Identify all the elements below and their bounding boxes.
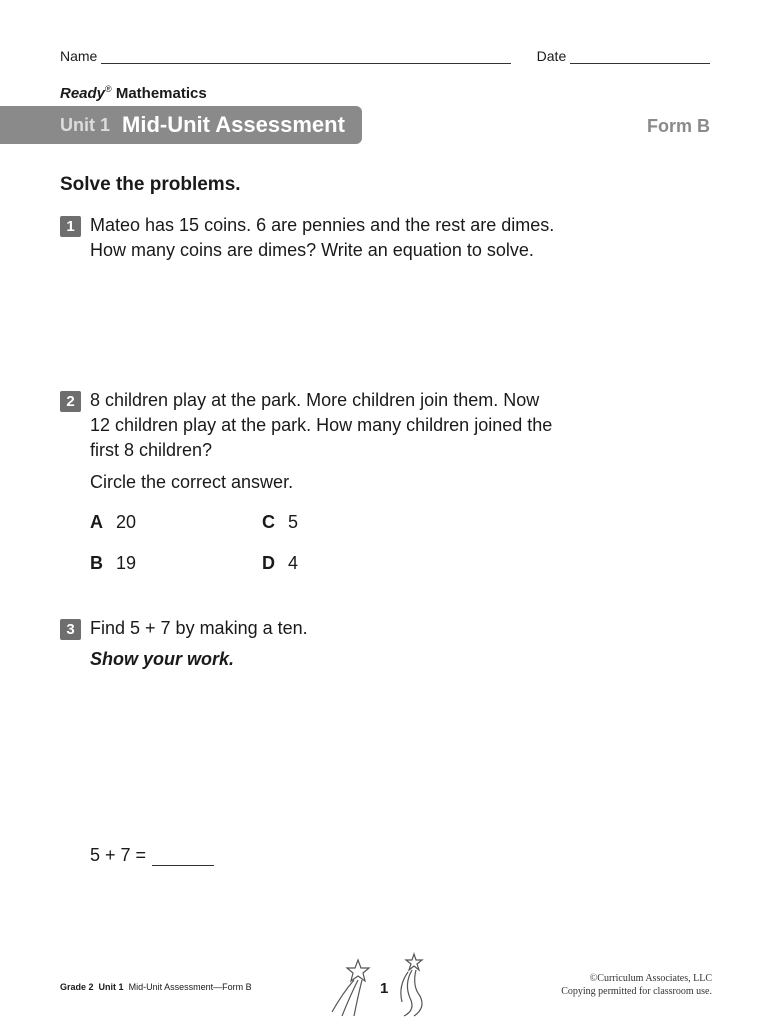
- copyright-text: ©Curriculum Associates, LLC: [589, 973, 712, 984]
- unit-label: Unit 1: [60, 114, 111, 135]
- page-number: 1: [380, 980, 389, 997]
- question-2: [60, 388, 620, 463]
- choice-value: 20: [116, 512, 137, 532]
- show-work-prompt: Show your work.: [90, 649, 235, 669]
- form-label: Form B: [647, 116, 710, 136]
- copyright-notice: [561, 972, 712, 998]
- name-field[interactable]: [101, 49, 510, 64]
- question-number-badge: 2: [60, 391, 81, 412]
- choice-value: 5: [288, 512, 299, 532]
- brand-subject: Mathematics: [115, 85, 207, 102]
- choice-letter: C: [262, 512, 275, 532]
- answer-blank[interactable]: [152, 847, 214, 866]
- date-label: Date: [536, 48, 567, 64]
- footer-grade: Grade 2: [60, 982, 94, 992]
- footer-unit: Unit 1: [98, 982, 124, 992]
- instructions: Solve the problems.: [60, 174, 241, 195]
- choice-letter: B: [90, 553, 103, 573]
- choice-value: 4: [288, 553, 299, 573]
- choice-value: 19: [116, 553, 137, 573]
- choice-a[interactable]: [90, 512, 136, 533]
- question-3: [60, 616, 620, 641]
- choice-c[interactable]: [262, 512, 298, 533]
- footer-info: [60, 982, 252, 992]
- brand: [60, 84, 207, 102]
- date-field[interactable]: [570, 49, 710, 64]
- choice-b[interactable]: [90, 553, 136, 574]
- permission-text: Copying permitted for classroom use.: [561, 986, 712, 997]
- brand-ready: Ready: [60, 85, 106, 102]
- unit-banner: [0, 106, 362, 144]
- equation-answer: [90, 845, 214, 866]
- name-date-row: [60, 44, 710, 64]
- question-text: 8 children play at the park. More children join them. Now 12 children play at the park. How many children joined the first 8 children?: [90, 390, 553, 460]
- equation-text: 5 + 7 =: [90, 845, 147, 865]
- question-1: [60, 213, 620, 263]
- choice-letter: D: [262, 553, 275, 573]
- name-label: Name: [60, 48, 98, 64]
- question-number-badge: 3: [60, 619, 81, 640]
- footer-description: Mid-Unit Assessment—Form B: [128, 982, 252, 992]
- choice-d[interactable]: [262, 553, 298, 574]
- question-text: Mateo has 15 coins. 6 are pennies and the rest are dimes. How many coins are dimes? Write an equation to solve.: [90, 215, 555, 260]
- question-text: Find 5 + 7 by making a ten.: [90, 618, 308, 638]
- circle-answer-prompt: Circle the correct answer.: [90, 472, 294, 492]
- registered-mark: ®: [105, 84, 112, 94]
- question-number-badge: 1: [60, 216, 81, 237]
- choice-letter: A: [90, 512, 103, 532]
- assessment-title: Mid-Unit Assessment: [122, 112, 345, 137]
